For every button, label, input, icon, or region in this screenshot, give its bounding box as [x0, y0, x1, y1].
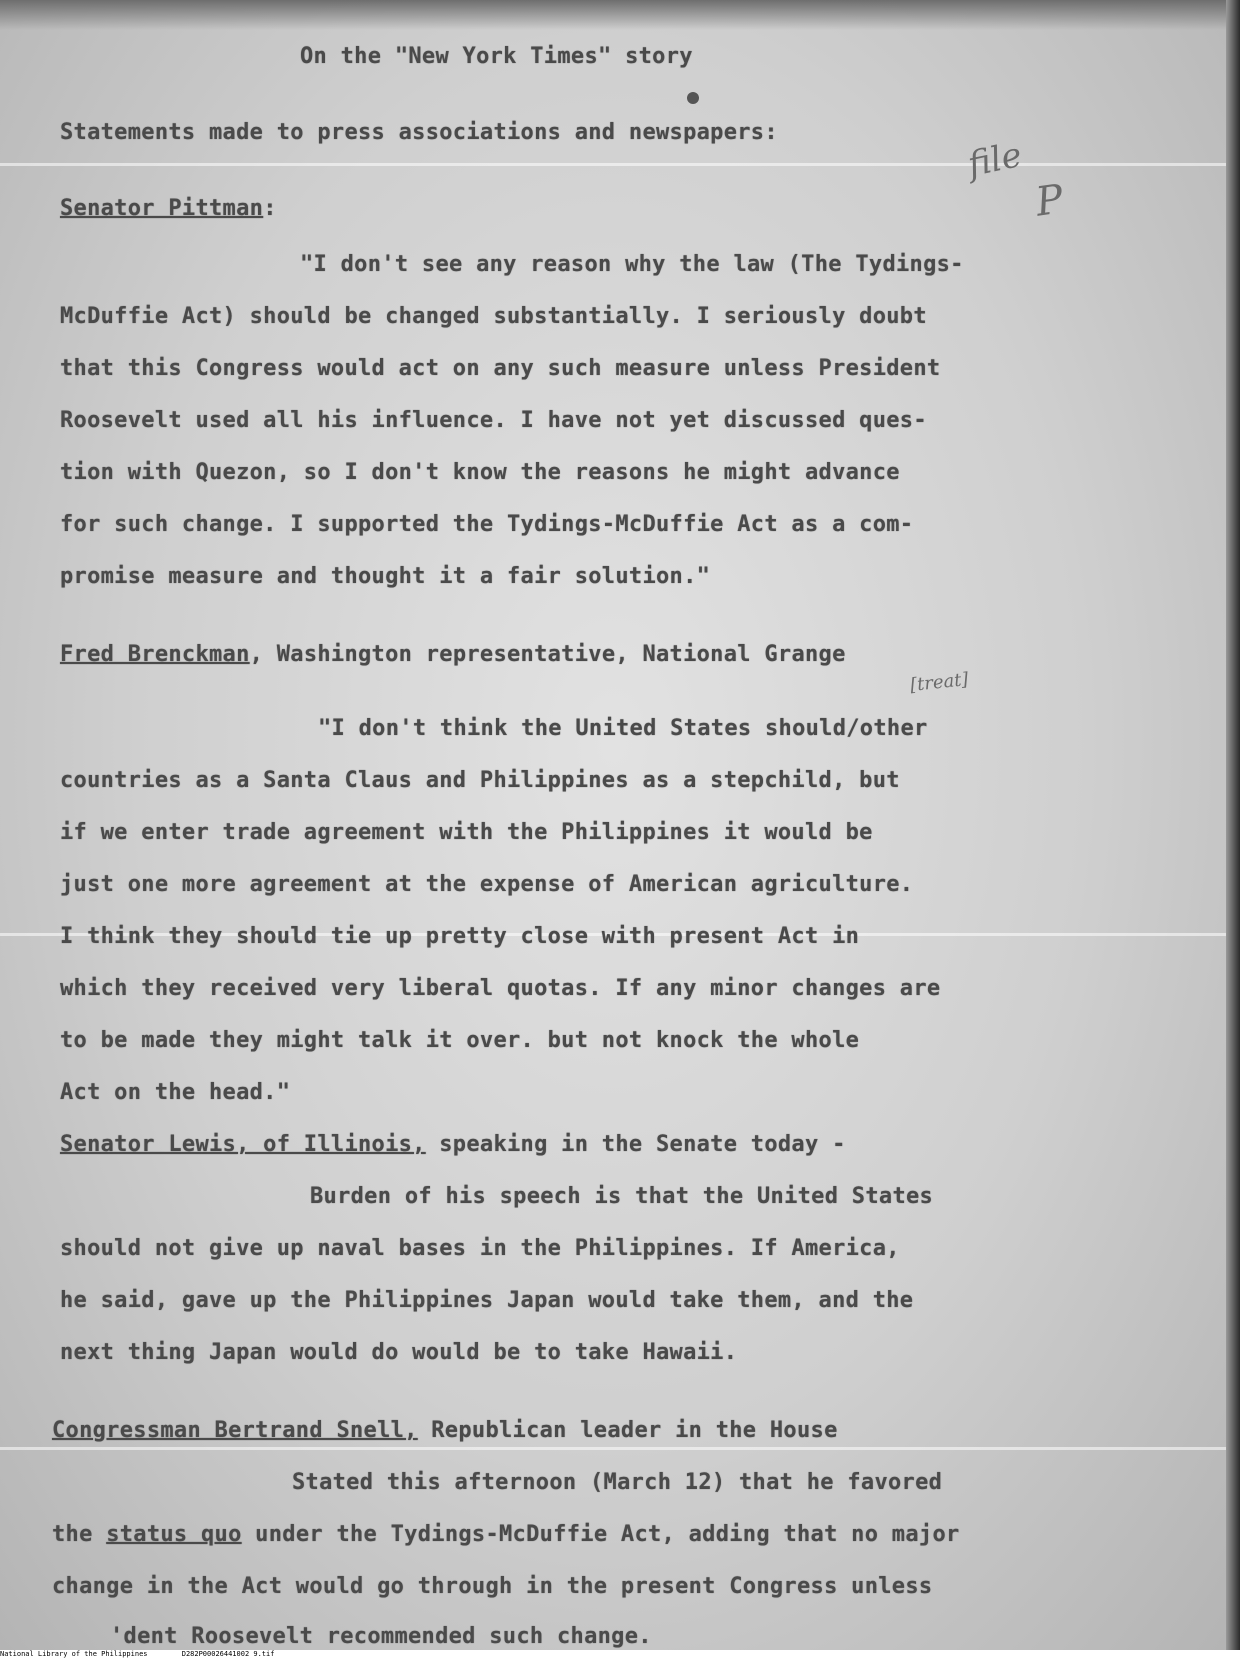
speaker-name: Senator Pittman: [60, 196, 264, 221]
quote-line: I think they should tie up pretty close with present Act in: [60, 924, 860, 949]
paper-fold-line: [0, 1447, 1226, 1450]
summary-line: should not give up naval bases in the Philippines. If America,: [60, 1236, 900, 1261]
summary-line: change in the Act would go through in the present Congress unless: [52, 1574, 933, 1599]
handwritten-inserted-word: [treat]: [909, 669, 970, 696]
status-quo-phrase: status quo: [106, 1522, 242, 1547]
speaker-heading: [60, 196, 277, 221]
quote-line: Roosevelt used all his influence. I have not yet discussed ques-: [60, 408, 927, 433]
scan-right-edge-shadow: [1226, 0, 1240, 1650]
speaker-heading: [52, 1418, 838, 1443]
quote-line: Act on the head.": [60, 1080, 291, 1105]
summary-line: Burden of his speech is that the United States: [310, 1184, 934, 1209]
speaker-suffix: , Washington representative, National Grange: [249, 642, 846, 667]
speaker-name: Fred Brenckman: [60, 642, 250, 667]
summary-line: Stated this afternoon (March 12) that he favored: [292, 1470, 943, 1495]
summary-line: next thing Japan would do would be to take Hawaii.: [60, 1340, 738, 1365]
speaker-suffix: speaking in the Senate today -: [425, 1132, 846, 1157]
speaker-suffix: :: [263, 196, 277, 221]
speaker-heading: [60, 1132, 846, 1157]
speaker-name: Congressman Bertrand Snell,: [52, 1418, 418, 1443]
quote-line: for such change. I supported the Tydings-McDuffie Act as a com-: [60, 512, 914, 537]
paper-fold-line: [0, 163, 1226, 166]
quote-line: which they received very liberal quotas. If any minor changes are: [60, 976, 941, 1001]
quote-line: that this Congress would act on any such measure unless President: [60, 356, 941, 381]
quote-line: countries as a Santa Claus and Philippines as a stepchild, but: [60, 768, 900, 793]
quote-line: McDuffie Act) should be changed substantially. I seriously doubt: [60, 304, 927, 329]
summary-line-rest: under the Tydings-McDuffie Act, adding that no major: [241, 1522, 960, 1547]
quote-line: "I don't think the United States should/other: [318, 716, 928, 741]
speaker-suffix: Republican leader in the House: [417, 1418, 838, 1443]
quote-line: promise measure and thought it a fair solution.": [60, 564, 711, 589]
intro-statement: Statements made to press associations and newspapers:: [60, 120, 778, 145]
scan-top-shadow: [0, 0, 1226, 30]
quote-line: if we enter trade agreement with the Philippines it would be: [60, 820, 873, 845]
speaker-name: Senator Lewis, of Illinois,: [60, 1132, 426, 1157]
handwritten-file-note: file: [964, 134, 1026, 186]
summary-line: 'dent Roosevelt recommended such change.: [110, 1624, 652, 1649]
quote-line: "I don't see any reason why the law (The Tydings-: [300, 252, 964, 277]
scan-footer: [0, 1650, 1240, 1658]
quote-line: just one more agreement at the expense of American agriculture.: [60, 872, 914, 897]
document-title: On the "New York Times" story: [300, 44, 693, 69]
footer-filename: D282P00026441002 9.tif: [181, 1650, 275, 1658]
quote-line: tion with Quezon, so I don't know the reasons he might advance: [60, 460, 900, 485]
handwritten-margin-mark: P: [1032, 176, 1066, 226]
speaker-heading: [60, 642, 846, 667]
quote-line: to be made they might talk it over. but not knock the whole: [60, 1028, 860, 1053]
ink-dot-mark: [687, 92, 699, 104]
footer-library: National Library of the Philippines: [0, 1650, 148, 1658]
summary-line: [52, 1522, 960, 1547]
summary-line: he said, gave up the Philippines Japan would take them, and the: [60, 1288, 914, 1313]
summary-line-start: the: [52, 1522, 107, 1547]
